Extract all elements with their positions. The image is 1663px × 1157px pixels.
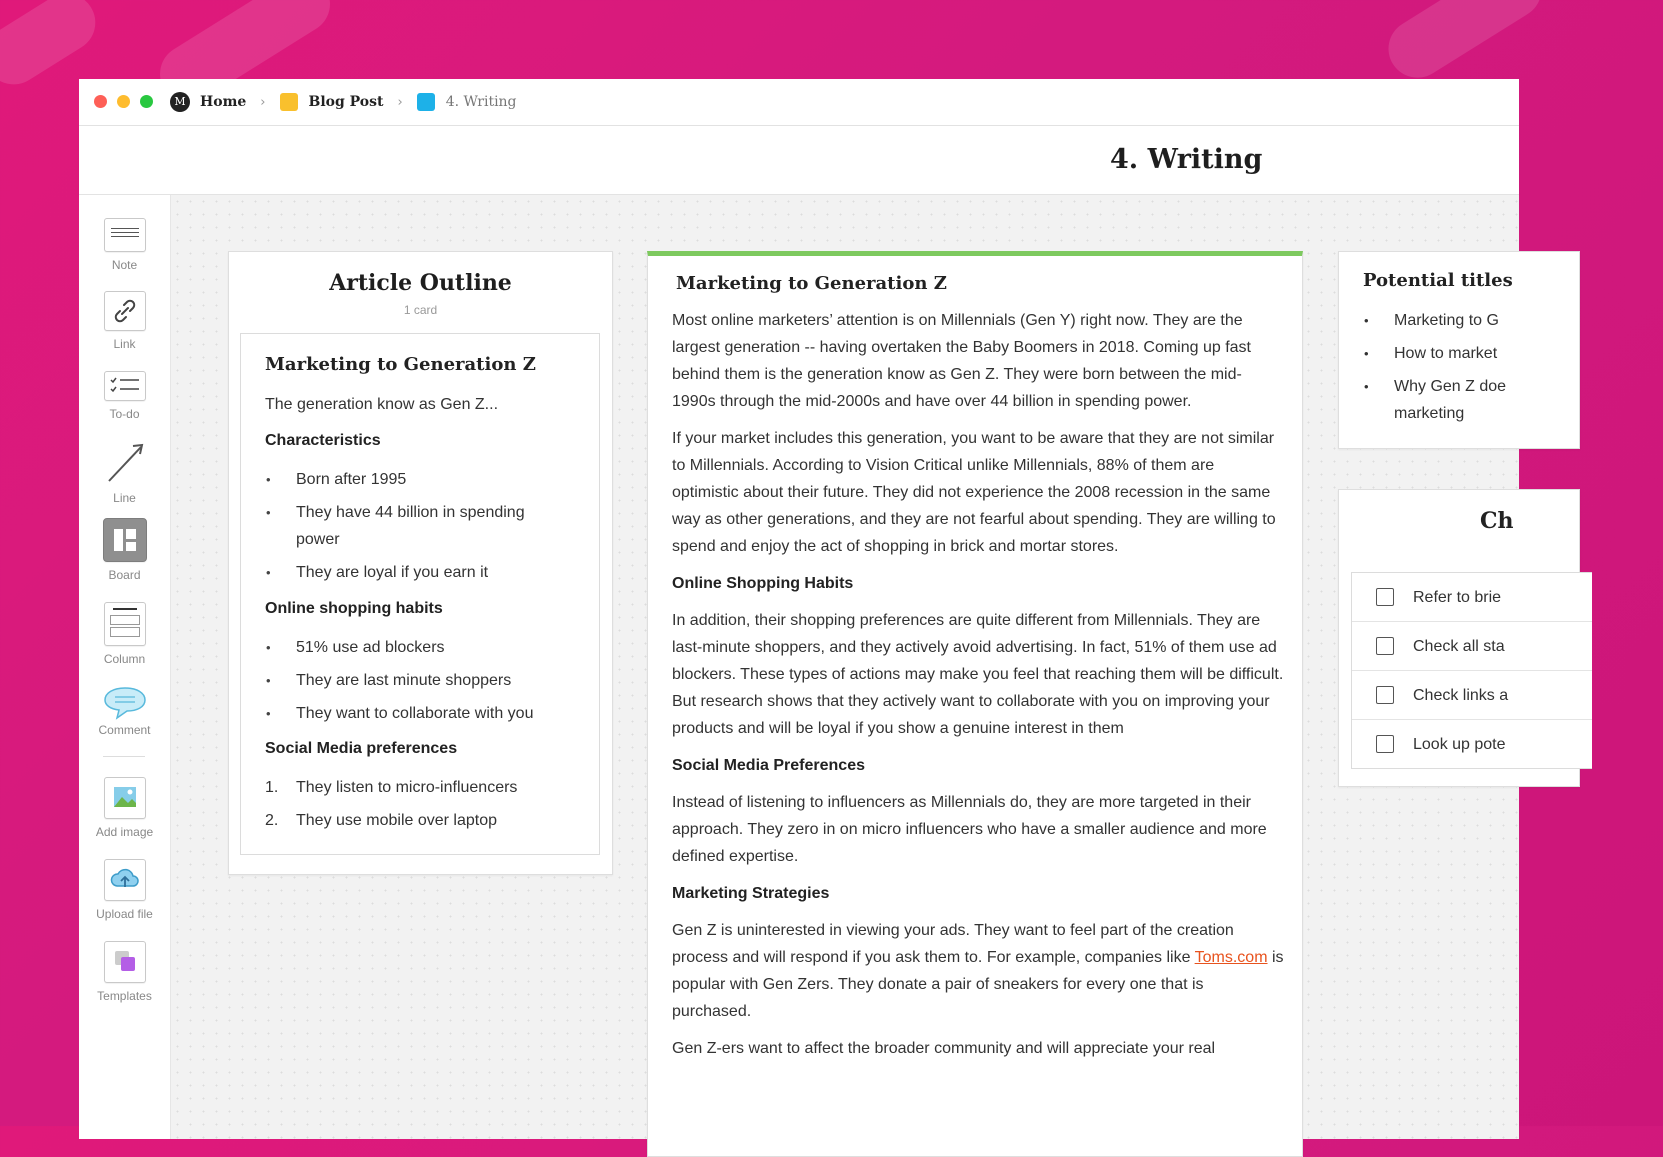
- tool-link[interactable]: [79, 291, 170, 351]
- outline-column[interactable]: [228, 251, 613, 875]
- potential-titles-note[interactable]: [1338, 251, 1580, 449]
- tool-label: Column: [103, 652, 146, 666]
- board-color-icon: [280, 93, 298, 111]
- tool-label: Add image: [95, 825, 154, 839]
- chevron-right-icon: ›: [260, 94, 266, 110]
- list-item: 1. They listen to micro-influencers: [265, 779, 518, 796]
- board-icon: [103, 518, 147, 562]
- breadcrumb-blog-post[interactable]: Blog Post: [308, 94, 384, 110]
- tool-column[interactable]: [79, 602, 170, 666]
- todo-text: Check all sta: [1413, 638, 1505, 655]
- tool-line[interactable]: [79, 441, 170, 505]
- article-paragraph: Instead of listening to influencers as Millennials do, they are more targeted in their approach. They zero in on micro influencers who have a smaller audience and more defined expertise.: [672, 794, 1267, 865]
- minimize-window-button[interactable]: [117, 95, 130, 108]
- board-color-icon: [417, 93, 435, 111]
- outline-note-card[interactable]: [240, 333, 600, 855]
- card-count: 1 card: [403, 303, 438, 317]
- breadcrumb: [170, 91, 517, 113]
- note-icon: [104, 218, 146, 252]
- list-item: • How to market: [1364, 345, 1498, 362]
- todo-text: Check links a: [1413, 687, 1509, 704]
- tool-templates[interactable]: [79, 941, 170, 1003]
- article-paragraph: Most online marketers’ attention is on Millennials (Gen Y) right now. They are the largest generation -- having overtaken the Baby Boomers in 2018. Coming up fast behind them is the generation know as Gen Z. They were born between the mid-1990s through the mid-2000s and have over 44 billion in spending power.: [672, 312, 1251, 410]
- tool-todo[interactable]: [79, 371, 170, 421]
- column-icon: [104, 602, 146, 646]
- tool-label: Templates: [97, 989, 152, 1003]
- note-heading: Characteristics: [265, 432, 381, 449]
- list-item: • Born after 1995: [265, 466, 565, 493]
- templates-icon: [104, 941, 146, 983]
- note-heading: Online shopping habits: [265, 600, 443, 617]
- article-paragraph: Gen Z-ers want to affect the broader community and will appreciate your real: [672, 1040, 1216, 1057]
- todo-checkbox[interactable]: [1376, 588, 1394, 606]
- article-paragraph: If your market includes this generation, you want to be aware that they are not similar to Millennials. According to Vision Critical unlike Millennials, 88% of them are optimistic about their future. They did not experience the 2008 recession in the same way as other generations, and they are not fearful about spending. They are willing to spend and enjoy the act of shopping in brick and mortar stores.: [672, 430, 1276, 555]
- checklist-title: Ch: [1480, 508, 1514, 534]
- note-title: Marketing to Generation Z: [265, 354, 536, 375]
- checklist-items: [1351, 572, 1592, 769]
- article-note[interactable]: [647, 251, 1303, 1157]
- tool-label: Note: [111, 258, 138, 272]
- list-item: • Marketing to G: [1364, 312, 1499, 329]
- page-title[interactable]: 4. Writing: [1110, 144, 1263, 175]
- todo-text: Look up pote: [1413, 736, 1506, 753]
- toms-link[interactable]: Toms.com: [1194, 949, 1268, 966]
- upload-cloud-icon: [104, 859, 146, 901]
- characteristics-list: [265, 466, 565, 586]
- list-item: • They are last minute shoppers: [265, 667, 585, 694]
- list-item: • They have 44 billion in spending power: [265, 499, 565, 553]
- todo-text: Refer to brie: [1413, 589, 1502, 606]
- todo-item[interactable]: [1352, 720, 1592, 768]
- chevron-right-icon: ›: [397, 94, 403, 110]
- note-title: Potential titles: [1363, 270, 1513, 291]
- tool-label: Board: [108, 568, 141, 582]
- tool-comment[interactable]: [79, 685, 170, 737]
- note-heading: Social Media preferences: [265, 740, 458, 757]
- article-heading: Online Shopping Habits: [672, 575, 854, 592]
- todo-item[interactable]: [1352, 622, 1592, 671]
- board-header: [79, 126, 1519, 195]
- article-body: [672, 307, 1284, 1062]
- list-item: • They are loyal if you earn it: [265, 559, 565, 586]
- tool-label: Upload file: [96, 907, 153, 921]
- tool-upload-file[interactable]: [79, 859, 170, 921]
- todo-item[interactable]: [1352, 573, 1592, 622]
- tool-sidebar: [79, 195, 171, 1139]
- article-heading: Social Media Preferences: [672, 757, 865, 774]
- tool-label: To-do: [109, 407, 140, 421]
- note-intro: The generation know as Gen Z...: [265, 396, 499, 413]
- tool-label: Link: [113, 337, 136, 351]
- todo-checkbox[interactable]: [1376, 686, 1394, 704]
- list-item: • Why Gen Z doe: [1364, 378, 1507, 395]
- zoom-window-button[interactable]: [140, 95, 153, 108]
- list-item: • 51% use ad blockers: [265, 634, 585, 661]
- title-bar: [79, 79, 1519, 126]
- list-item: 2. They use mobile over laptop: [265, 812, 497, 829]
- tool-add-image[interactable]: [79, 777, 170, 839]
- tool-label: Line: [113, 491, 136, 505]
- link-icon: [104, 291, 146, 331]
- line-arrow-icon: [105, 441, 145, 485]
- close-window-button[interactable]: [94, 95, 107, 108]
- todo-checkbox[interactable]: [1376, 637, 1394, 655]
- board-canvas[interactable]: [171, 195, 1519, 1139]
- home-icon: M: [170, 92, 190, 112]
- tool-note[interactable]: [79, 218, 170, 272]
- todo-checkbox[interactable]: [1376, 735, 1394, 753]
- checklist-card[interactable]: [1338, 489, 1580, 787]
- comment-icon: [103, 685, 147, 721]
- article-paragraph: Gen Z is uninterested in viewing your ads. They want to feel part of the creation process and will respond if you ask them to. For example, companies like Toms.com is popular with Gen Zers. They donate a pair of sneakers for every one that is purchased.: [672, 922, 1284, 1020]
- toolbar-divider: [103, 756, 145, 757]
- todo-icon: [104, 371, 146, 401]
- background-stripe: [1378, 0, 1553, 89]
- tool-label: Comment: [98, 723, 151, 737]
- list-item-continuation: marketing: [1394, 405, 1465, 422]
- tool-board[interactable]: [79, 518, 170, 582]
- social-list: [265, 774, 585, 834]
- list-item: • They want to collaborate with you: [265, 700, 585, 727]
- article-paragraph: In addition, their shopping preferences are quite different from Millennials. They are last-minute shoppers, and they actively avoid advertising. In fact, 51% of them use ad blockers. These types of actions may make you feel that reaching them will be difficult. But research shows that they actively want to collaborate with you on improving your products and will be loyal if you show a genuine interest in them: [672, 612, 1284, 737]
- article-heading: Marketing Strategies: [672, 885, 830, 902]
- breadcrumb-writing[interactable]: 4. Writing: [445, 94, 517, 110]
- app-window: [79, 79, 1519, 1139]
- todo-item[interactable]: [1352, 671, 1592, 720]
- article-title: Marketing to Generation Z: [676, 273, 947, 294]
- image-icon: [104, 777, 146, 819]
- shopping-list: [265, 634, 585, 727]
- breadcrumb-home[interactable]: Home: [200, 94, 247, 110]
- titles-list: [1363, 307, 1663, 427]
- column-title[interactable]: Article Outline: [329, 270, 512, 296]
